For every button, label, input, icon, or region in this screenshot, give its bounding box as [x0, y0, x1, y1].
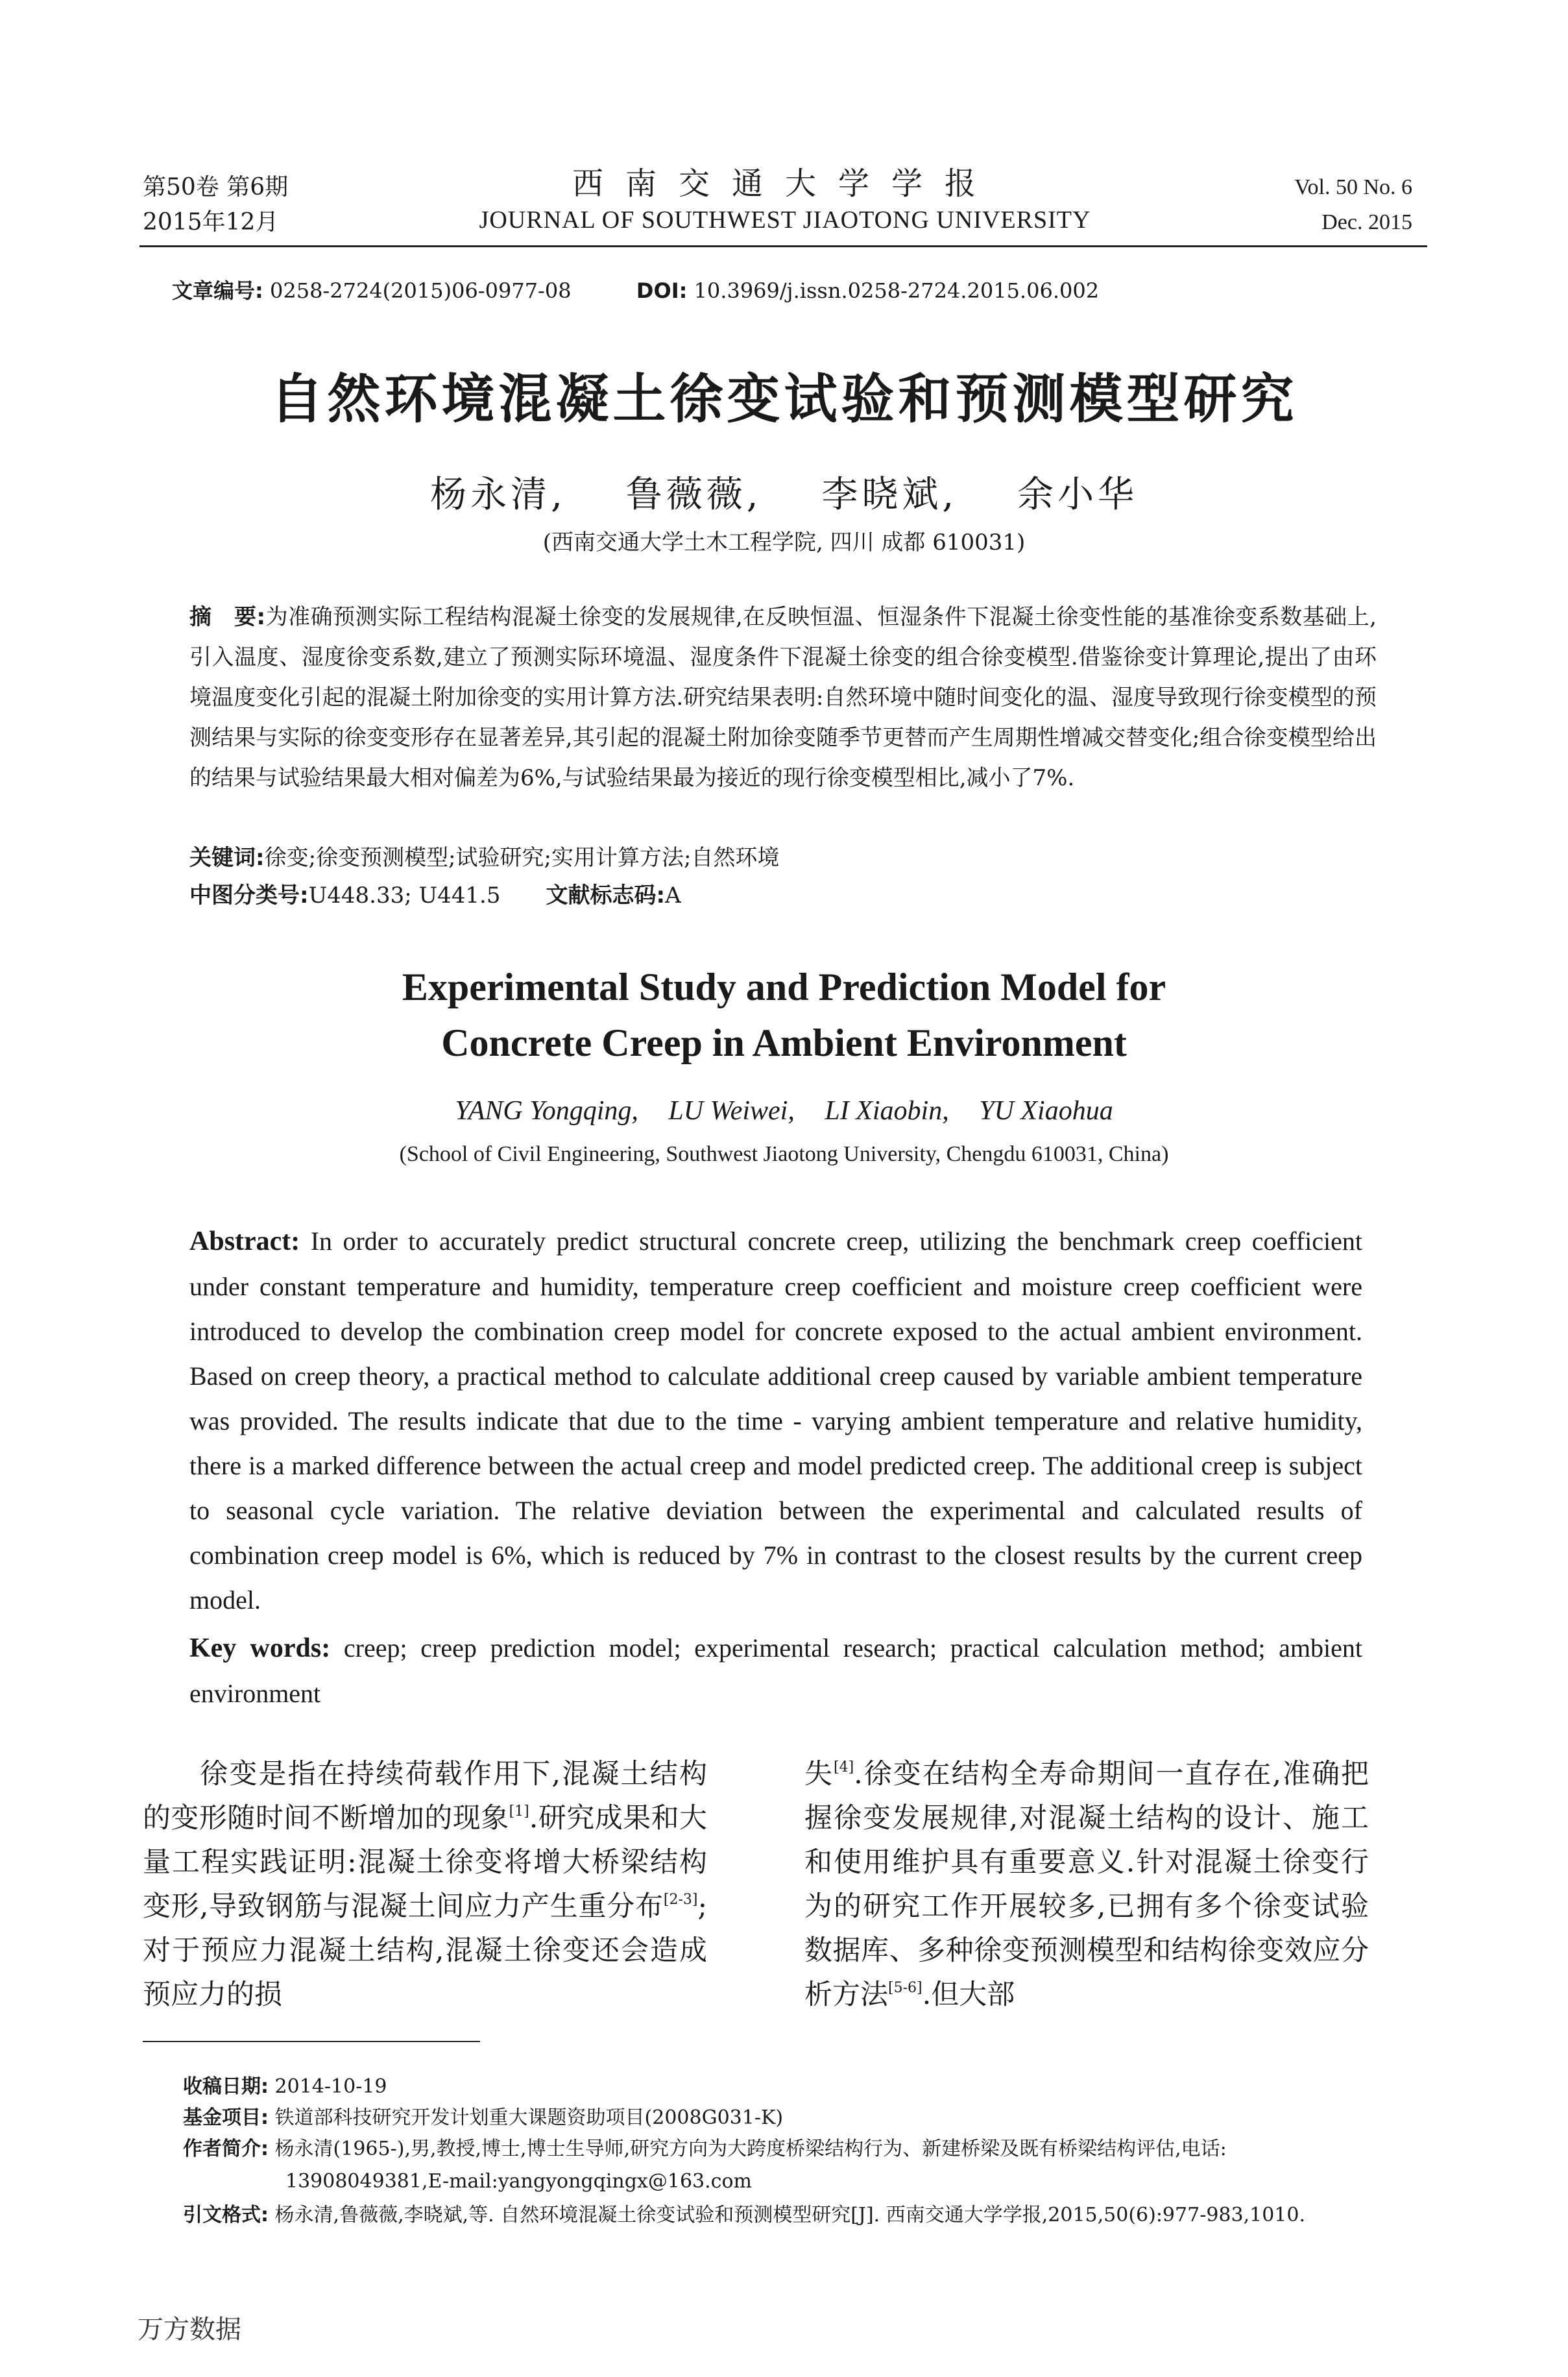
body-text: .研究成果和大量工程实践证明:混凝土徐变将增大桥梁结构变形,导致钢筋与混凝土间应力产生重分布: [143, 1802, 708, 1923]
body-text: .徐变在结构全寿命期间一直存在,准确把握徐变发展规律,对混凝土结构的设计、施工和使用维护具有重要意义.针对混凝土徐变行为的研究工作开展较多,已拥有多个徐变试验数据库、多种徐变预测模型和结构徐变效应分析方法: [804, 1758, 1369, 2011]
author-en: LI Xiaobin,: [825, 1096, 949, 1126]
header-right: [1294, 170, 1412, 240]
paper-title-en: [0, 959, 1568, 1071]
footnote-fund: [183, 2103, 1416, 2134]
article-no-label: 文章编号:: [172, 278, 263, 303]
keywords-cn-label: 关键词:: [189, 845, 265, 871]
abstract-en: [189, 1219, 1362, 1622]
doi: 10.3969/j.issn.0258-2724.2015.06.002: [694, 278, 1100, 303]
citation-ref[interactable]: [4]: [833, 1759, 854, 1775]
date-cn: 2015年12月: [143, 209, 279, 236]
keywords-en-label: Key words:: [189, 1633, 331, 1663]
body-text: 徐变是指在持续荷载作用下,混凝土结构的变形随时间不断增加的现象: [143, 1758, 707, 1835]
received-label: 收稿日期:: [183, 2075, 269, 2098]
doc-code-label: 文献标志码:: [546, 883, 666, 908]
volume-issue: 第50卷 第6期: [143, 174, 289, 201]
body-text: 失: [804, 1758, 834, 1790]
citation-ref[interactable]: [1]: [509, 1803, 529, 1820]
authors-cn: [0, 466, 1568, 518]
keywords-cn: [189, 841, 779, 875]
header-left: [143, 170, 288, 240]
affiliation-en: (School of Civil Engineering, Southwest Jiaotong University, Chengdu 610031, China): [399, 1142, 1169, 1166]
journal-title-en: JOURNAL OF SOUTHWEST JIAOTONG UNIVERSITY: [479, 206, 1091, 234]
doi-label: DOI:: [636, 278, 688, 303]
abstract-cn: [189, 597, 1377, 798]
body-column-left: [143, 1752, 707, 2017]
footnote-received: [183, 2071, 1416, 2103]
authors-en: [0, 1095, 1568, 1127]
body-text: ;对于预应力混凝土结构,混凝土徐变还会造成预应力的损: [143, 1890, 707, 2011]
footnote-citation: [183, 2200, 1416, 2231]
title-en-line1: Experimental Study and Prediction Model for: [402, 966, 1166, 1008]
fund-text: 铁道部科技研究开发计划重大课题资助项目(2008G031-K): [274, 2106, 784, 2129]
abstract-cn-text: 为准确预测实际工程结构混凝土徐变的发展规律,在反映恒温、恒湿条件下混凝土徐变性能的基准徐变系数基础上,引入温度、湿度徐变系数,建立了预测实际环境温、湿度条件下混凝土徐变的组合徐变模型.借鉴徐变计算理论,提出了由环境温度变化引起的混凝土附加徐变的实用计算方法.研究结果表明:自然环境中随时间变化的温、湿度导致现行徐变模型的预测结果与实际的徐变变形存在显著差异,其引起的混凝土附加徐变随季节更替而产生周期性增减交替变化;组合徐变模型给出的结果与试验结果最大相对偏差为6%,与试验结果最为接近的现行徐变模型相比,减小了7%.: [189, 604, 1377, 791]
classification-cn: [189, 879, 681, 912]
vol-no-en: Vol. 50 No. 6: [1294, 175, 1412, 199]
author-en: YU Xiaohua: [979, 1096, 1113, 1126]
keywords-cn-text: 徐变;徐变预测模型;试验研究;实用计算方法;自然环境: [264, 845, 780, 871]
author-cn: 杨永清,: [430, 474, 566, 516]
keywords-en: [189, 1626, 1362, 1716]
watermark: 万方数据: [138, 2315, 241, 2345]
citation-ref[interactable]: [2-3]: [663, 1892, 698, 1908]
affiliation-cn: (西南交通大学土木工程学院, 四川 成都 610031): [542, 530, 1026, 555]
author-en: LU Weiwei,: [668, 1096, 795, 1126]
clc-label: 中图分类号:: [189, 883, 309, 908]
header-rule: [139, 245, 1427, 247]
journal-name: [428, 164, 1142, 236]
article-no: 0258-2724(2015)06-0977-08: [269, 278, 572, 303]
footnote-rule: [143, 2041, 480, 2042]
footnote-author-contact: 13908049381,E-mail:yangyongqingx@163.com: [285, 2170, 752, 2193]
author-cn: 李晓斌,: [821, 474, 958, 516]
citation-ref[interactable]: [5-6]: [888, 1980, 923, 1996]
doc-code-value: A: [665, 883, 681, 908]
cite-text: 杨永清,鲁薇薇,李晓斌,等. 自然环境混凝土徐变试验和预测模型研究[J]. 西南交通大学学报,2015,50(6):977-983,1010.: [274, 2204, 1306, 2226]
article-meta: [172, 278, 1099, 304]
abstract-cn-label: 摘 要:: [189, 604, 266, 630]
title-en-line2: Concrete Creep in Ambient Environment: [441, 1021, 1127, 1064]
author-bio-label: 作者简介:: [183, 2138, 269, 2160]
body-column-right: [804, 1752, 1369, 2017]
journal-title-cn: 西南交通大学学报: [572, 165, 998, 202]
abstract-en-text: In order to accurately predict structural concrete creep, utilizing the benchmark creep coefficient under constant temperature and humidity, temperature creep coefficient and moisture creep coefficient were introduced to develop the combination creep model for concrete exposed to the actual ambient environment. Based on creep theory, a practical method to calculate additional creep caused by variable ambient temperature was provided. The results indicate that due to the time - varying ambient temperature and relative humidity, there is a marked difference between the actual creep and model predicted creep. The additional creep is subject to seasonal cycle variation. The relative deviation between the experimental and calculated results of combination creep model is 6%, which is reduced by 7% in contrast to the closest results by the current creep model.: [189, 1226, 1362, 1615]
author-cn: 鲁薇薇,: [625, 474, 762, 516]
cite-label: 引文格式:: [183, 2204, 269, 2226]
date-en: Dec. 2015: [1321, 210, 1412, 234]
keywords-en-text: creep; creep prediction model; experimental research; practical calculation method; ambient environment: [189, 1633, 1363, 1708]
author-bio-text: 杨永清(1965-),男,教授,博士,博士生导师,研究方向为大跨度桥梁结构行为、新建桥梁及既有桥梁结构评估,电话:: [274, 2138, 1227, 2160]
body-text: .但大部: [922, 1979, 1015, 2011]
author-en: YANG Yongqing,: [455, 1096, 638, 1126]
received-date: 2014-10-19: [274, 2075, 387, 2098]
paper-title-cn: 自然环境混凝土徐变试验和预测模型研究: [270, 369, 1298, 430]
abstract-en-label: Abstract:: [189, 1226, 300, 1256]
fund-label: 基金项目:: [183, 2106, 269, 2129]
clc-value: U448.33; U441.5: [308, 883, 501, 908]
author-cn: 余小华: [1017, 474, 1138, 516]
footnote-author: [183, 2134, 1416, 2165]
